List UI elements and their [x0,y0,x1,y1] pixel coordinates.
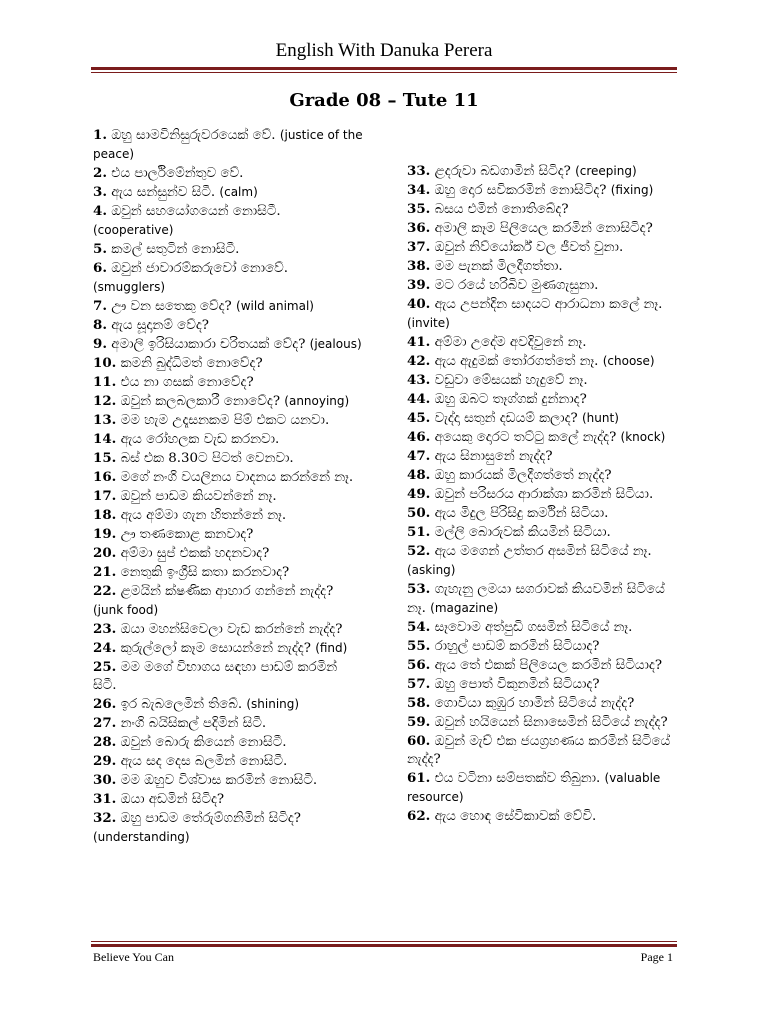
item-number: 17. [93,488,117,504]
list-item [93,544,363,563]
list-item [93,658,363,695]
list-item [407,447,677,466]
item-text: ගැහැනු ලමයා සගරාවක් කියවමින් සිටියේ නෑ. [407,582,665,616]
item-text: අයෙකු දොරට තට්ටු කලේ නැද්ද? [434,430,617,445]
item-number: 18. [93,507,117,523]
item-number: 9. [93,336,107,352]
item-text: අමාලි ඉරිසියාකාරා චරිතයක් වේද? [111,337,306,352]
item-text: ඔහු පොත් විකුනමින් සිටියාද? [434,677,600,692]
item-text: අම්මා සුප් එකක් හදනවාද? [120,546,270,561]
item-number: 62. [407,808,431,824]
item-text: එය වටිනා සම්පතක්ව තිබුනා. [434,771,601,786]
item-text: ඔහු කාරයක් මිලදීගත්තේ නැද්ද? [434,468,612,483]
page-header: English With Danuka Perera [275,40,493,61]
item-text: කුරුල්ලෝ කෑම සොයන්නේ නැද්ද? [120,641,311,656]
right-column [407,162,677,826]
item-text: ඇය සූදානම් වේද? [111,318,209,333]
item-number: 49. [407,486,431,502]
footer-rule [91,944,677,947]
item-text: ඇය තේ එකක් පිලියෙල කරමින් සිටියාද? [434,658,663,673]
list-item [407,295,677,333]
list-item [93,695,363,714]
item-number: 61. [407,770,431,786]
list-item [407,257,677,276]
item-text: ඇය සද දෙස බලමින් නොසිටී. [120,754,288,769]
item-text: ඇය ඇදුමක් තෝරගත්තේ නෑ. [434,354,599,369]
list-item [407,333,677,352]
item-gloss: (justice of the peace) [93,128,363,161]
item-text: ඔවුන් බොරු කියෙන් නොසිටී. [120,735,287,750]
list-item [407,238,677,257]
list-item [93,335,363,354]
item-number: 14. [93,431,117,447]
item-number: 4. [93,203,107,219]
list-item [93,639,363,658]
item-text: නෙතුකි ඉංග්‍රීසි කතා කරනවාද? [120,565,290,580]
header-rule-thin [91,72,677,73]
item-text: ඔවුන් මැච් එක ජයග්‍රහණය කරමින් සිටියේ නැද්ද? [407,734,671,767]
item-number: 24. [93,640,117,656]
item-text: අම්මා උදේම අවදිවුනේ නෑ. [434,335,587,350]
item-text: ඇය සන්සුන්ව සිටී. [111,185,216,200]
item-number: 34. [407,182,431,198]
item-number: 37. [407,239,431,255]
list-item [407,276,677,295]
item-number: 60. [407,733,431,749]
item-gloss: (fixing) [610,183,654,197]
list-item [93,259,363,297]
list-item [93,790,363,809]
list-item [93,525,363,544]
item-number: 53. [407,581,431,597]
item-number: 23. [93,621,117,637]
item-text: කමනි බුද්ධිමත් නොවේද? [120,356,263,371]
item-text: ඔහු ඔබට තෑග්ගක් දුන්නාද? [434,392,587,407]
item-gloss: (choose) [602,354,655,368]
item-text: ඇය හොඳ සේවිකාවක් වේවි. [434,809,597,824]
item-number: 25. [93,659,117,675]
left-column [93,126,363,847]
list-item [407,675,677,694]
item-text: එය නා ගසක් නොවේද? [120,375,254,390]
list-item [407,181,677,200]
list-item [407,485,677,504]
list-item [407,428,677,447]
list-item [407,637,677,656]
item-gloss: (valuable resource) [407,771,661,804]
list-item [93,392,363,411]
item-text: ඇය සිනාසුනේ නැද්ද? [434,449,553,464]
list-item [93,240,363,259]
item-text: ඉර බැබලෙමින් තිබේ. [120,697,243,712]
item-number: 59. [407,714,431,730]
list-item [93,411,363,430]
item-text: ඔවුන් පරිසරය ආරාක්ශා කරමින් සිටියා. [434,487,654,502]
item-gloss: (calm) [219,185,258,199]
list-item [407,713,677,732]
item-number: 45. [407,410,431,426]
item-text: ඔහු සාමවිනිසුරුවරයෙක් වේ. [111,128,276,143]
list-item [407,807,677,826]
item-text: මම හැම උදෑසනකම පිම් එකට යනවා. [120,413,330,428]
item-text: මම මගේ විභාගය සඳහා පාඩම් කරමින් සිටී. [93,660,338,693]
item-gloss: (asking) [407,563,456,577]
list-item [407,656,677,675]
item-number: 3. [93,184,107,200]
item-number: 22. [93,583,117,599]
item-text: ඇය මගෙන් උත්තර අසමින් සිටියේ නෑ. [434,544,652,559]
item-number: 52. [407,543,431,559]
item-number: 5. [93,241,107,257]
item-number: 31. [93,791,117,807]
list-item [93,620,363,639]
item-number: 11. [93,374,117,390]
item-number: 41. [407,334,431,350]
item-number: 46. [407,429,431,445]
item-number: 33. [407,163,431,179]
document-title: Grade 08 – Tute 11 [289,90,479,111]
item-text: ඔහු පාඩම තේරුම්ගනිමින් සිටිද? [120,811,301,826]
list-item [93,316,363,335]
item-number: 44. [407,391,431,407]
item-number: 7. [93,298,107,314]
list-item [407,732,677,769]
item-number: 57. [407,676,431,692]
item-text: වැද්දා සතුන් දඩයම් කලාද? [434,411,578,426]
item-text: මගේ නංගි වයලිනය වාදනය කරන්නේ නෑ. [120,470,354,485]
item-number: 10. [93,355,117,371]
item-number: 1. [93,127,107,143]
item-number: 32. [93,810,117,826]
list-item [407,409,677,428]
list-item [93,183,363,202]
item-text: කමල් සතුටින් නොසිටී. [111,242,240,257]
list-item [93,714,363,733]
list-item [407,542,677,580]
item-number: 2. [93,165,107,181]
item-number: 13. [93,412,117,428]
item-number: 56. [407,657,431,673]
item-number: 27. [93,715,117,731]
list-item [407,769,677,807]
item-text: ළමයින් ක්ෂණික ආහාර ගන්නේ නැද්ද? [120,584,334,599]
item-text: ඌ වන සතෙකු වේද? [111,299,232,314]
item-text: ඔවුන් නිව්යෝර්ක් වල ජීවත් වුනා. [434,240,624,255]
item-text: ඔයා අඩමින් සිටිද? [120,792,225,807]
list-item [407,694,677,713]
item-number: 38. [407,258,431,274]
list-item [407,162,677,181]
list-item [93,468,363,487]
item-text: ළදරුවා බඩගාමින් සිටිද? [434,164,571,179]
item-number: 8. [93,317,107,333]
list-item [93,126,363,164]
list-item [93,373,363,392]
list-item [93,809,363,847]
item-text: ඇය රෝහලක වැඩ කරනවා. [120,432,280,447]
item-text: මම පැනක් මිලදීගත්තා. [434,259,563,274]
item-text: ඔවුන් කලබලකාරී නොවේද? [120,394,281,409]
item-number: 16. [93,469,117,485]
item-gloss: (find) [315,641,348,655]
item-gloss: (hunt) [581,411,619,425]
list-item [407,523,677,542]
item-gloss: (smugglers) [93,280,166,294]
footer-motto: Believe You Can [93,950,174,964]
item-text: බසය එමින් නොතිබේද? [434,202,569,217]
item-number: 12. [93,393,117,409]
item-number: 35. [407,201,431,217]
list-item [93,582,363,620]
item-number: 39. [407,277,431,293]
list-item [93,487,363,506]
item-text: ඇය උපන්දින සාදයට ආරාධනා කලේ නෑ. [434,297,663,312]
item-number: 51. [407,524,431,540]
item-number: 54. [407,619,431,635]
item-number: 30. [93,772,117,788]
list-item [93,297,363,316]
item-text: බස් එක 8.30ට පිටත් වෙනවා. [120,451,294,466]
item-number: 19. [93,526,117,542]
list-item [407,219,677,238]
item-gloss: (understanding) [93,830,190,844]
item-gloss: (wild animal) [236,299,314,313]
list-item [93,563,363,582]
item-number: 15. [93,450,117,466]
item-text: සෑවොම අත්පුඩි ගසමින් සිටියේ නෑ. [434,620,633,635]
item-number: 29. [93,753,117,769]
item-text: නංගි බයිසිකල් පදිමින් සිටී. [120,716,267,731]
item-text: අමාලි කෑම පිලියෙල කරමින් නොසිටිද? [434,221,653,236]
list-item [93,733,363,752]
list-item [93,506,363,525]
item-number: 50. [407,505,431,521]
item-text: ඔයා මහන්සිවෙලා වැඩ කරන්නේ නැද්ද? [120,622,343,637]
item-text: මට රයේ හරිබිව මුණගැසුනා. [434,278,599,293]
item-number: 40. [407,296,431,312]
item-number: 48. [407,467,431,483]
list-item [407,504,677,523]
item-text: ගොවියා කුඹුර හාමින් සිටියේ නැද්ද? [434,696,635,711]
item-number: 20. [93,545,117,561]
item-gloss: (junk food) [93,603,159,617]
item-text: ඔහු දොර සවිකරමින් නොසිටිද? [434,183,607,198]
item-number: 36. [407,220,431,236]
item-text: ඇය අම්මා ගැන හිතන්නේ නෑ. [120,508,287,523]
item-text: රාහුල් පාඩම් කරමින් සිටියාද? [434,639,600,654]
item-number: 28. [93,734,117,750]
item-text: ඔවුන් ජාවාරම්කරුවෝ නොවේ. [111,261,289,276]
header-rule [91,67,677,70]
item-gloss: (shining) [246,697,300,711]
list-item [93,354,363,373]
list-item [93,164,363,183]
list-item [93,430,363,449]
footer-rule-thin [91,941,677,942]
item-gloss: (magazine) [430,601,499,615]
list-item [407,618,677,637]
item-number: 43. [407,372,431,388]
item-number: 6. [93,260,107,276]
item-number: 21. [93,564,117,580]
item-text: මල්ලි බොරුවක් කියමින් සිටියා. [434,525,611,540]
item-text: ඔවුන් හයියෙන් සිනාසෙමින් සිටියේ නැද්ද? [434,715,668,730]
item-gloss: (jealous) [309,337,362,351]
item-gloss: (creeping) [575,164,637,178]
list-item [93,202,363,240]
item-number: 55. [407,638,431,654]
item-text: වඩුවා මේසයක් හැදුවේ නෑ. [434,373,588,388]
item-text: මම ඔහුව විශ්වාස කරමින් නොසිටී. [120,773,318,788]
list-item [407,390,677,409]
list-item [407,580,677,618]
item-number: 47. [407,448,431,464]
item-gloss: (annoying) [284,394,350,408]
item-gloss: (cooperative) [93,223,174,237]
list-item [93,771,363,790]
item-text: ඌ තණකොළ කනවාද? [120,527,254,542]
item-gloss: (knock) [620,430,666,444]
page-number: Page 1 [640,950,673,964]
item-text: එය පාර්ලිමේන්තුව වේ. [111,166,244,181]
item-gloss: (invite) [407,316,450,330]
item-text: ඔවුන් සහයෝගයෙන් නොසිටී. [111,204,281,219]
item-text: ඇය මිදුල පිරිසිදු කර්මින් සිටියා. [434,506,609,521]
list-item [93,752,363,771]
item-number: 42. [407,353,431,369]
list-item [93,449,363,468]
item-text: ඔවුන් පාඩම කියවන්නේ නෑ. [120,489,277,504]
item-number: 26. [93,696,117,712]
list-item [407,352,677,371]
list-item [407,371,677,390]
list-item [407,200,677,219]
list-item [407,466,677,485]
item-number: 58. [407,695,431,711]
